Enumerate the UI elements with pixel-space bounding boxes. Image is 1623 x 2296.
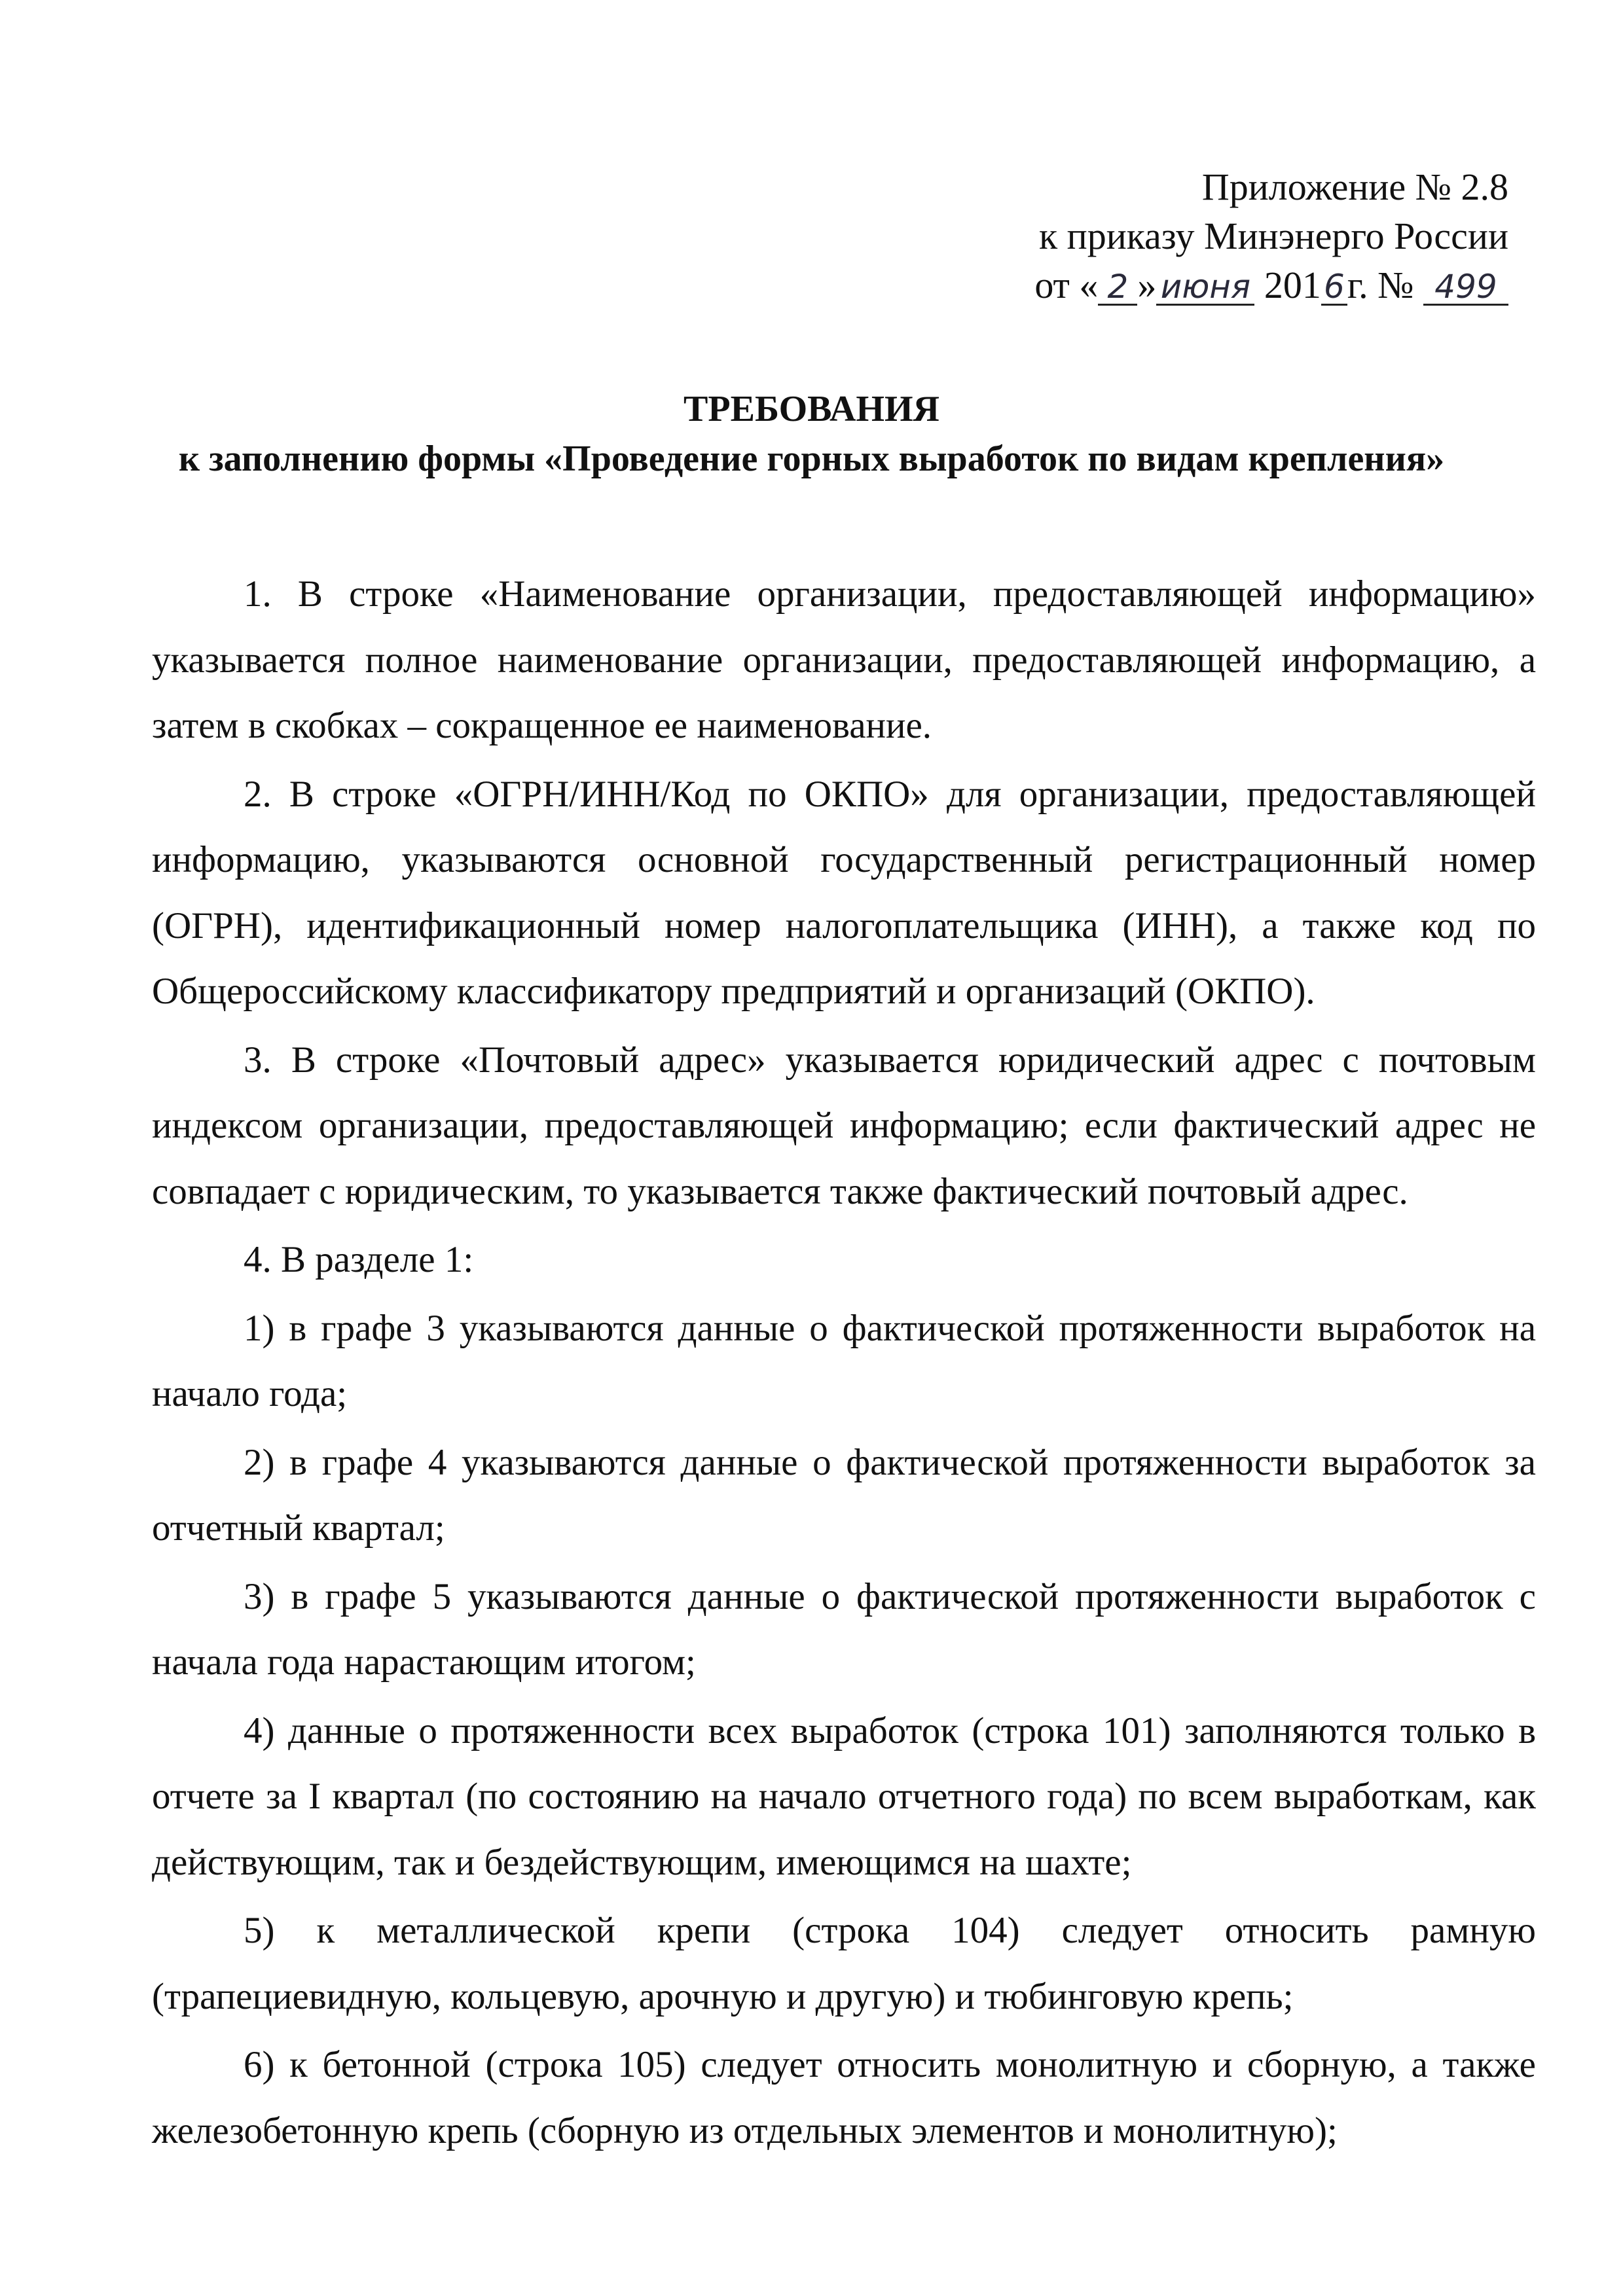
paragraph-4: 4. В разделе 1: [244, 1239, 474, 1280]
document-body [152, 562, 1536, 2166]
year-prefix: 201 [1264, 264, 1321, 306]
appendix-header [972, 162, 1508, 310]
paragraph-1: 1. В строке «Наименование организации, предоставляющей информацию» указывается полное наименование организации, предоставляющей информацию, а затем в скобках – сокращенное ее наименование. [152, 573, 1536, 746]
title-heading: ТРЕБОВАНИЯ [684, 389, 939, 429]
list-item-6: 6) к бетонной (строка 105) следует относить монолитную и сборную, а также железобетонную крепь (сборную из отдельных элементов и монолитную); [152, 2044, 1536, 2151]
document-title [115, 384, 1508, 484]
paragraph-3: 3. В строке «Почтовый адрес» указывается юридический адрес с почтовым индексом организации, предоставляющей информацию; если фактический адрес не совпадает с юридическим, то указывается также фактический почтовый адрес. [152, 1039, 1536, 1212]
paragraph-2: 2. В строке «ОГРН/ИНН/Код по ОКПО» для организации, предоставляющей информацию, указываются основной государственный регистрационный номер (ОГРН), идентификационный номер налогоплательщика (ИНН), а также код по Общероссийскому классификатору предприятий и организаций (ОКПО). [152, 773, 1536, 1012]
list-item-4: 4) данные о протяженности всех выработок (строка 101) заполняются только в отчете за I квартал (по состоянию на начало отчетного года) по всем выработкам, как действующим, так и бездействующим, имеющимся на шахте; [152, 1710, 1536, 1883]
list-item-2: 2) в графе 4 указываются данные о фактической протяженности выработок за отчетный квартал; [152, 1441, 1536, 1549]
appendix-number: Приложение № 2.8 [1201, 166, 1508, 208]
appendix-date-line [972, 260, 1508, 310]
title-subheading: к заполнению формы «Проведение горных выработок по видам крепления» [178, 439, 1445, 479]
handwritten-order-number: 499 [1423, 270, 1508, 306]
handwritten-year: 6 [1321, 270, 1347, 306]
appendix-order-ref: к приказу Минэнерго России [1039, 215, 1508, 257]
handwritten-month: июня [1156, 270, 1254, 306]
date-prefix: от « [1034, 264, 1099, 306]
list-item-3: 3) в графе 5 указываются данные о фактической протяженности выработок с начала года нарастающим итогом; [152, 1575, 1536, 1683]
handwritten-day: 2 [1098, 270, 1137, 306]
list-item-5: 5) к металлической крепи (строка 104) следует относить рамную (трапециевидную, кольцевую, арочную и другую) и тюбинговую крепь; [152, 1910, 1536, 2017]
list-item-1: 1) в графе 3 указываются данные о фактической протяженности выработок на начало года; [152, 1307, 1536, 1414]
order-number-label: г. № [1347, 264, 1414, 306]
date-quote-close: » [1137, 264, 1157, 306]
